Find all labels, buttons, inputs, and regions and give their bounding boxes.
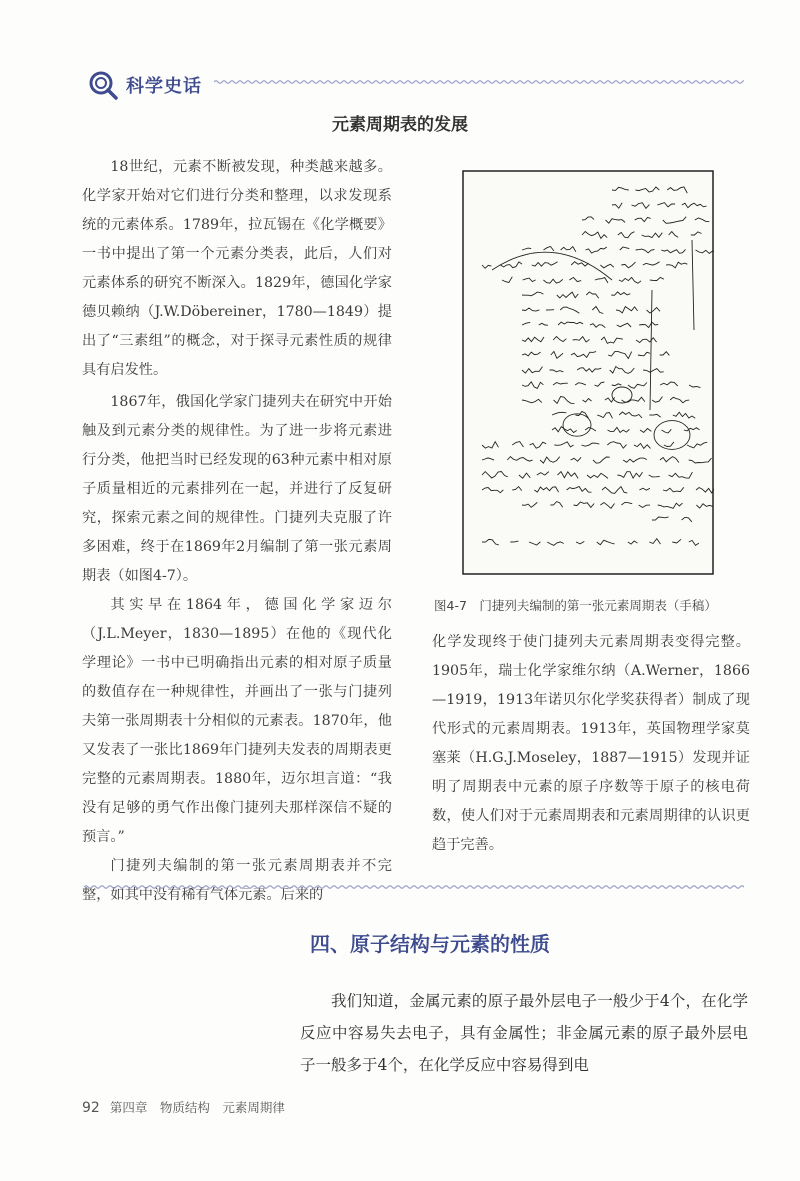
- body-text: [300, 985, 748, 1081]
- page-number: 92: [82, 1100, 100, 1116]
- magnifier-icon: [88, 70, 118, 100]
- left-column-text: [82, 153, 392, 910]
- header-wave-rule: [214, 76, 744, 88]
- paragraph: 其实早在1864年，德国化学家迈尔（J.L.Meyer，1830—1895）在他的《现代化学理论》一书中已明确指出元素的相对原子质量的数值存在一种规律性，并画出了一张与门捷列夫第一张周期表十分相似的元素表。1870年，他又发表了一张比1869年门捷列夫发表的周期表更完整的元素周期表。1880年，迈尔坦言道：“我没有足够的勇气作出像门捷列夫那样深信不疑的预言。”: [82, 597, 392, 845]
- paragraph: 18世纪，元素不断被发现，种类越来越多。化学家开始对它们进行分类和整理，以求发现系统的元素体系。1789年，拉瓦锡在《化学概要》一书中提出了第一个元素分类表，此后，人们对元素体系的研究不断深入。1829年，德国化学家德贝赖纳（J.W.Döbereiner，1780—1849）提出了“三素组”的概念，对于探寻元素性质的规律具有启发性。: [82, 159, 392, 378]
- paragraph: 1867年，俄国化学家门捷列夫在研究中开始触及到元素分类的规律性。为了进一步将元素进行分类，他把当时已经发现的63种元素中相对原子质量相近的元素排列在一起，并进行了反复研究，探索元素之间的规律性。门捷列夫克服了许多困难，终于在1869年2月编制了第一张元素周期表（如图4-7）。: [82, 394, 392, 584]
- section-divider: [84, 880, 744, 894]
- sidebar-header-science-history: [84, 66, 744, 106]
- chapter-heading: 四、原子结构与元素的性质: [310, 932, 550, 956]
- paragraph: 门捷列夫编制的第一张元素周期表并不完整，如其中没有稀有气体元素。后来的: [82, 858, 392, 903]
- footer-chapter: 第四章 物质结构 元素周期律: [109, 1100, 285, 1115]
- page-footer: [82, 1098, 285, 1116]
- manuscript-periodic-table-image: [462, 170, 714, 575]
- paragraph: 我们知道，金属元素的原子最外层电子一般少于4个，在化学反应中容易失去电子，具有金属性；非金属元素的原子最外层电子一般多于4个，在化学反应中容易得到电: [300, 992, 748, 1074]
- right-column-text: [432, 628, 750, 860]
- paragraph: 化学发现终于使门捷列夫元素周期表变得完整。1905年，瑞士化学家维尔纳（A.Werner，1866—1919，1913年诺贝尔化学奖获得者）制成了现代形式的元素周期表。1913年，英国物理学家莫塞莱（H.G.J.Moseley，1887—1915）发现并证明了周期表中元素的原子序数等于原子的核电荷数，使人们对于元素周期表和元素周期律的认识更趋于完善。: [432, 634, 750, 853]
- figure-caption: 图4-7 门捷列夫编制的第一张元素周期表（手稿）: [434, 598, 717, 613]
- section-title: 元素周期表的发展: [332, 115, 468, 135]
- header-label: 科学史话: [126, 76, 202, 97]
